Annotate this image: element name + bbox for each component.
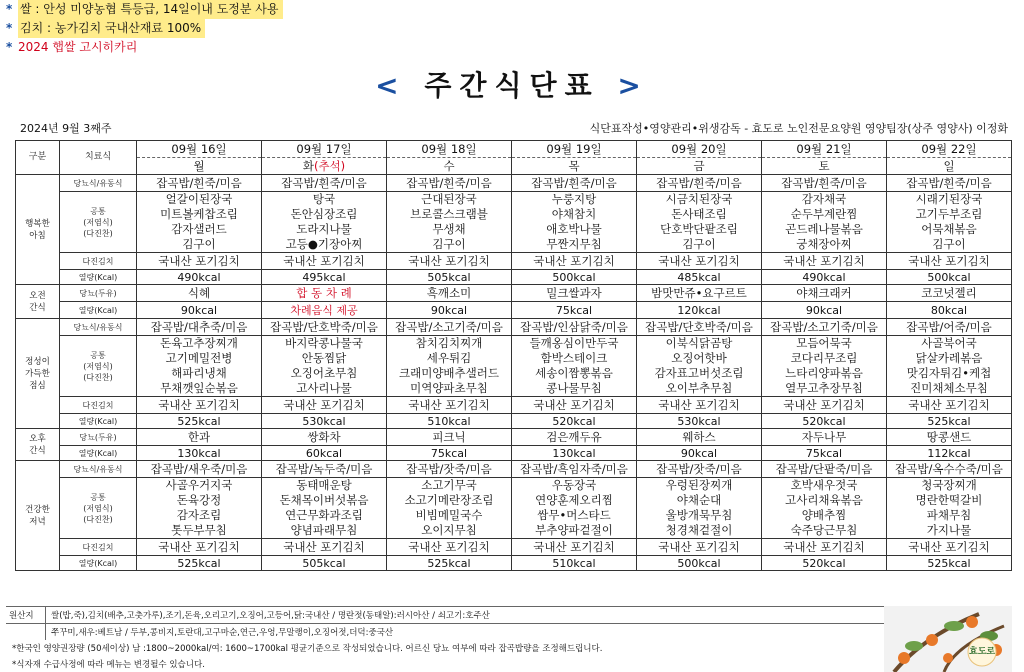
menu-item: 탕국 [312,192,336,206]
menu-item: 무채깻잎순볶음 [160,381,238,395]
date-row [16,141,1012,158]
day-date: 09월 22일 [887,141,1012,158]
menu-item: 우동장국 [551,478,597,492]
dinner-kimchi-row [16,539,1012,556]
diet-cell: 잡곡밥/소고기죽/미음 [387,319,512,336]
menu-item: 감자표고버섯조림 [654,366,744,380]
am_snack-kcal-row [16,302,1012,319]
kimchi-cell: 국내산 포기김치 [387,397,512,414]
notes [6,0,283,57]
snack-item: 코코넛젤리 [887,285,1012,302]
diet-cell: 잡곡밥/잣죽/미음 [637,461,762,478]
breakfast-label-line: 아침 [29,230,46,241]
menu-item: 궁채장아찌 [796,237,852,251]
menu-item: 모듬어묵국 [796,336,852,350]
dow-text: 목 [568,159,580,173]
kcal-cell: 500kcal [512,270,637,285]
menu-items-cell [637,478,762,539]
menu-item: 감자샐러드 [171,222,227,236]
menu-item: 김구이 [682,237,716,251]
snack-item: 밀크쌀과자 [512,285,637,302]
lunch-label [16,319,60,429]
kcal-cell: 520kcal [512,414,637,429]
menu-item: 돈채목이버섯볶음 [279,493,369,507]
snack-item: 식혜 [137,285,262,302]
snack-kcal: 130kcal [137,446,262,461]
day-date: 09월 16일 [137,141,262,158]
menu-items-cell [387,478,512,539]
menu-item: 울방개묵무침 [665,508,733,522]
diet-cell: 잡곡밥/대추죽/미음 [137,319,262,336]
snack-item: 한과 [137,429,262,446]
sub-header [20,120,1008,136]
menu-item: 크래미양배추샐러드 [399,366,499,380]
menu-item: 근대된장국 [421,192,477,206]
nutrition-note: *한국인 영양권장량 (50세이상) 남 :1800~2000kal/여: 1600~1700kal 평균기준으로 작성되었습니다. 어르신 당뇨 여부에 따라 잡곡밥량을 조정해드립니다. [12,644,603,654]
menu-item: 김구이 [182,237,216,251]
kcal-label: 열량(Kcal) [60,556,137,571]
common-label-line: (다진찬) [83,228,113,238]
page-title: < 주간식단표 > [375,69,649,102]
diet-cell: 잡곡밥/단호박죽/미음 [637,319,762,336]
menu-item: 미트볼케찹조림 [160,207,238,221]
menu-item: 비빔메밀국수 [415,508,483,522]
kcal-cell: 500kcal [637,556,762,571]
menu-item: 돈사태조림 [671,207,727,221]
kimchi-cell: 국내산 포기김치 [887,539,1012,556]
kcal-cell: 490kcal [137,270,262,285]
pm_snack-row [16,429,1012,446]
menu-item: 고사리채육볶음 [785,493,863,507]
snack-item: 흑깨소미 [387,285,512,302]
menu-item: 느타리양파볶음 [785,366,863,380]
kcal-label: 열량(Kcal) [60,302,137,319]
snack-kcal: 60kcal [262,446,387,461]
common-label-line: 공통 [90,206,106,216]
kimchi-cell: 국내산 포기김치 [387,539,512,556]
menu-item: 바지락콩나물국 [285,336,363,350]
menu-item: 연근무화과조림 [285,508,363,522]
menu-item: 톳두부무침 [171,523,227,537]
kimchi-cell: 국내산 포기김치 [637,539,762,556]
menu-item: 무짠지무침 [546,237,602,251]
snack-item: 밤맛만쥬•요구르트 [637,285,762,302]
menu-item: 동태매운탕 [296,478,352,492]
kimchi-cell: 국내산 포기김치 [137,253,262,270]
menu-item: 사골우거지국 [165,478,233,492]
day-of-week [262,158,387,175]
menu-items-cell [762,336,887,397]
kcal-cell: 525kcal [137,556,262,571]
menu-item: 얼갈이된장국 [165,192,233,206]
menu-item: 감자채국 [801,192,847,206]
snack-item: 야채크래커 [762,285,887,302]
menu-items-cell [512,192,637,253]
snack-diet-label: 당뇨(두유) [60,285,137,302]
header-therapeutic: 치료식 [60,141,137,175]
origin-row: 원산지 쌀(밥,죽),김치(배추,고춧가루),조기,돈육,오리고기,오징어,고등어,닭:국내산 / 명란젓(동태알):러시아산 / 쇠고기:호주산 [6,606,884,623]
common-label [60,336,137,397]
diet-cell: 잡곡밥/어죽/미음 [887,319,1012,336]
menu-item: 돈육강정 [176,493,222,507]
dow-text: 화 [302,159,314,173]
menu-items-cell [387,192,512,253]
am_snack-row [16,285,1012,302]
lunch-common-row [16,336,1012,397]
kimchi-cell: 국내산 포기김치 [512,253,637,270]
menu-items-cell [137,192,262,253]
common-label-line: 공통 [90,350,106,360]
breakfast-label-line: 행복한 [25,218,50,229]
kcal-cell: 490kcal [762,270,887,285]
menu-item: 오이지무침 [421,523,477,537]
day-date: 09월 20일 [637,141,762,158]
menu-item: 연양훈제오리찜 [535,493,613,507]
kcal-cell: 485kcal [637,270,762,285]
note-kimchi: * 김치 : 농가김치 국내산재료 100% [6,19,283,38]
kimchi-cell: 국내산 포기김치 [887,397,1012,414]
menu-item: 코다리무조림 [790,351,858,365]
am_snack-label [16,285,60,319]
kcal-cell: 525kcal [387,556,512,571]
persimmon-tree-icon [884,606,1012,672]
menu-items-cell [262,192,387,253]
menu-items-cell [512,336,637,397]
kimchi-cell: 국내산 포기김치 [762,397,887,414]
menu-item: 야채참치 [551,207,597,221]
dow-text: 일 [943,159,955,173]
kcal-cell: 505kcal [387,270,512,285]
header-category: 구분 [16,141,60,175]
pm_snack-label [16,429,60,461]
day-of-week [887,158,1012,175]
diet-cell: 잡곡밥/흰죽/미음 [637,175,762,192]
menu-item: 이북식닭곰탕 [665,336,733,350]
kcal-cell: 500kcal [887,270,1012,285]
dinner-common-row [16,478,1012,539]
kimchi-label: 다진김치 [60,539,137,556]
snack-kcal: 130kcal [512,446,637,461]
snack-item: 쌍화차 [262,429,387,446]
diet-cell: 잡곡밥/흰죽/미음 [262,175,387,192]
origin-row-2: 쭈꾸미,새우:베트남 / 두부,콩비지,토란대,고구마순,연근,우엉,무말랭이,오징어젓,더덕:중국산 [6,623,884,640]
kimchi-cell: 국내산 포기김치 [762,539,887,556]
kcal-cell: 520kcal [762,556,887,571]
menu-items-cell [637,192,762,253]
breakfast-common-row [16,192,1012,253]
diet-cell: 잡곡밥/흰죽/미음 [762,175,887,192]
day-of-week [137,158,262,175]
kimchi-cell: 국내산 포기김치 [387,253,512,270]
menu-items-cell [387,336,512,397]
menu-item: 청국장찌개 [921,478,977,492]
menu-item: 소고기무국 [421,478,477,492]
menu-item: 야채순대 [676,493,722,507]
menu-item: 세송이짬뽕볶음 [535,366,613,380]
dow-text: 토 [818,159,830,173]
menu-items-cell [637,336,762,397]
breakfast-label [16,175,60,285]
logo-text: 효도로 [969,647,996,657]
kcal-label: 열량(Kcal) [60,414,137,429]
menu-item: 감자조림 [176,508,222,522]
menu-item: 시래기된장국 [915,192,983,206]
diet-cell: 잡곡밥/흰죽/미음 [387,175,512,192]
menu-item: 콩나물무침 [546,381,602,395]
menu-items-cell [887,192,1012,253]
common-label-line: 공통 [90,492,106,502]
menu-item: 고등●기장아찌 [285,237,363,251]
snack-kcal: 차례음식 제공 [262,302,387,319]
breakfast-kimchi-row [16,253,1012,270]
weekly-menu-table [15,140,1012,571]
snack-kcal: 112kcal [887,446,1012,461]
snack-kcal: 120kcal [637,302,762,319]
menu-item: 오징어핫바 [671,351,727,365]
menu-item: 애호박나물 [546,222,602,236]
menu-items-cell [762,192,887,253]
menu-item: 고사리나물 [296,381,352,395]
diet-cell: 잡곡밥/새우죽/미음 [137,461,262,478]
diet-cell: 잡곡밥/인삼닭죽/미음 [512,319,637,336]
menu-item: 고기메밀전병 [165,351,233,365]
menu-item: 단호박단팥조림 [660,222,738,236]
snack-kcal: 80kcal [887,302,1012,319]
menu-item: 파채무침 [926,508,972,522]
dow-row [16,158,1012,175]
kcal-cell: 525kcal [887,414,1012,429]
menu-item: 소고기메란장조림 [404,493,494,507]
diet-label: 당뇨식/유동식 [60,461,137,478]
dinner-diet-row [16,461,1012,478]
menu-item: 순두부계란찜 [790,207,858,221]
note-rice: * 쌀 : 안성 미양농협 특등급, 14일이내 도정분 사용 [6,0,283,19]
menu-item: 닭살카레볶음 [915,351,983,365]
menu-items-cell [512,478,637,539]
common-label-line: (저염식) [83,361,113,371]
dinner-label-line: 저녁 [29,516,46,527]
menu-item: 참치김치찌개 [415,336,483,350]
kimchi-cell: 국내산 포기김치 [262,253,387,270]
lunch-label-line: 정성이 [25,356,50,367]
common-label-line: (저염식) [83,503,113,513]
menu-item: 오이부추무침 [665,381,733,395]
menu-item: 우렁된장찌개 [665,478,733,492]
menu-item: 어묵채볶음 [921,222,977,236]
day-of-week [637,158,762,175]
snack-kcal: 75kcal [387,446,512,461]
diet-cell: 잡곡밥/소고기죽/미음 [762,319,887,336]
diet-label: 당뇨식/유동식 [60,175,137,192]
common-label-line: (저염식) [83,217,113,227]
menu-items-cell [887,336,1012,397]
kimchi-label: 다진김치 [60,397,137,414]
menu-item: 양배추찜 [801,508,847,522]
menu-item: 안동찜닭 [301,351,347,365]
am_snack-label-line: 간식 [29,302,46,313]
menu-item: 해파리냉채 [171,366,227,380]
dinner-label-line: 건강한 [25,504,50,515]
diet-cell: 잡곡밥/단호박죽/미음 [262,319,387,336]
menu-item: 무생채 [432,222,466,236]
breakfast-kcal-row [16,270,1012,285]
snack-kcal: 90kcal [137,302,262,319]
menu-items-cell [137,478,262,539]
am_snack-label-line: 오전 [29,290,46,301]
kcal-cell: 530kcal [637,414,762,429]
supply-note: *식자재 수급사정에 따라 메뉴는 변경될수 있습니다. [12,660,205,670]
menu-item: 함박스테이크 [540,351,608,365]
kimchi-cell: 국내산 포기김치 [262,539,387,556]
day-date: 09월 18일 [387,141,512,158]
day-date: 09월 19일 [512,141,637,158]
menu-item: 양념파래무침 [290,523,358,537]
dow-text: 월 [193,159,205,173]
menu-items-cell [762,478,887,539]
menu-item: 열무고추장무침 [785,381,863,395]
snack-item: 땅콩샌드 [887,429,1012,446]
lunch-diet-row [16,319,1012,336]
common-label-line: (다진찬) [83,372,113,382]
snack-item: 자두나무 [762,429,887,446]
diet-cell: 잡곡밥/흰죽/미음 [512,175,637,192]
kimchi-cell: 국내산 포기김치 [137,539,262,556]
menu-items-cell [262,336,387,397]
menu-item: 오징어초무침 [290,366,358,380]
snack-kcal: 75kcal [762,446,887,461]
lunch-kcal-row [16,414,1012,429]
menu-item: 브로콜스크램블 [410,207,488,221]
lunch-label-line: 가득한 [25,368,50,379]
kcal-cell: 495kcal [262,270,387,285]
diet-cell: 잡곡밥/흑임자죽/미음 [512,461,637,478]
menu-item: 숙주당근무침 [790,523,858,537]
menu-item: 맛김자튀김•케첩 [906,366,992,380]
kimchi-label: 다진김치 [60,253,137,270]
menu-item: 시금치된장국 [665,192,733,206]
diet-label: 당뇨식/유동식 [60,319,137,336]
kcal-cell: 525kcal [137,414,262,429]
day-of-week [762,158,887,175]
breakfast-diet-row [16,175,1012,192]
pm_snack-label-line: 오후 [29,433,46,444]
kimchi-cell: 국내산 포기김치 [637,397,762,414]
kimchi-cell: 국내산 포기김치 [512,397,637,414]
snack-kcal: 90kcal [387,302,512,319]
lunch-kimchi-row [16,397,1012,414]
menu-items-cell [137,336,262,397]
kcal-label: 열량(Kcal) [60,270,137,285]
day-of-week [387,158,512,175]
logo [884,606,1012,672]
pm_snack-kcal-row [16,446,1012,461]
menu-items-cell [887,478,1012,539]
snack-kcal: 90kcal [637,446,762,461]
kimchi-cell: 국내산 포기김치 [887,253,1012,270]
menu-item: 김구이 [932,237,966,251]
dow-text: 금 [693,159,705,173]
common-label [60,192,137,253]
menu-item: 청경채겉절이 [665,523,733,537]
kcal-cell: 505kcal [262,556,387,571]
kimchi-cell: 국내산 포기김치 [637,253,762,270]
day-date: 09월 21일 [762,141,887,158]
diet-cell: 잡곡밥/흰죽/미음 [887,175,1012,192]
menu-item: 누룽지탕 [551,192,597,206]
kimchi-cell: 국내산 포기김치 [512,539,637,556]
kimchi-cell: 국내산 포기김치 [137,397,262,414]
menu-item: 김구이 [432,237,466,251]
kcal-cell: 510kcal [512,556,637,571]
note-new-rice: * 2024 햅쌀 고시히카리 [6,40,138,54]
lunch-label-line: 점심 [29,380,46,391]
footer [6,606,884,672]
menu-item: 도라지나물 [296,222,352,236]
menu-item: 가지나물 [926,523,972,537]
snack-item: 합 동 차 례 [262,285,387,302]
snack-item: 검은깨두유 [512,429,637,446]
snack-kcal: 75kcal [512,302,637,319]
menu-item: 부추양파겉절이 [535,523,613,537]
menu-item: 미역양파초무침 [410,381,488,395]
diet-cell: 잡곡밥/옥수수죽/미음 [887,461,1012,478]
kcal-cell: 530kcal [262,414,387,429]
kimchi-cell: 국내산 포기김치 [262,397,387,414]
menu-item: 들깨옹심이만두국 [529,336,619,350]
dinner-kcal-row [16,556,1012,571]
snack-item: 웨하스 [637,429,762,446]
menu-item: 명란한떡갈비 [915,493,983,507]
holiday-note: (추석) [313,159,346,173]
diet-cell: 잡곡밥/녹두죽/미음 [262,461,387,478]
common-label-line: (다진찬) [83,514,113,524]
week-label: 2024년 9월 3째주 [20,122,112,135]
common-label [60,478,137,539]
menu-item: 쌈무•머스타드 [537,508,611,522]
diet-cell: 잡곡밥/단팥죽/미음 [762,461,887,478]
menu-item: 곤드레나물볶음 [785,222,863,236]
kcal-cell: 520kcal [762,414,887,429]
menu-item: 호박새우젓국 [790,478,858,492]
day-of-week [512,158,637,175]
menu-item: 세우튀김 [426,351,472,365]
diet-cell: 잡곡밥/흰죽/미음 [137,175,262,192]
pm_snack-label-line: 간식 [29,445,46,456]
diet-cell: 잡곡밥/잣죽/미음 [387,461,512,478]
menu-item: 돈안심장조림 [290,207,358,221]
snack-item: 피크닉 [387,429,512,446]
menu-item: 사골북어국 [921,336,977,350]
menu-item: 고기두부조림 [915,207,983,221]
kcal-label: 열량(Kcal) [60,446,137,461]
kcal-cell: 525kcal [887,556,1012,571]
snack-kcal: 90kcal [762,302,887,319]
day-date: 09월 17일 [262,141,387,158]
dow-text: 수 [443,159,455,173]
kimchi-cell: 국내산 포기김치 [762,253,887,270]
staff-label: 식단표작성•영양관리•위생감독 - 효도로 노인전문요양원 영양팀장(상주 영양사) 이정화 [589,122,1008,135]
kcal-cell: 510kcal [387,414,512,429]
dinner-label [16,461,60,571]
menu-item: 돈육고추장찌개 [160,336,238,350]
menu-items-cell [262,478,387,539]
menu-item: 진미채체소무침 [910,381,988,395]
snack-diet-label: 당뇨(두유) [60,429,137,446]
